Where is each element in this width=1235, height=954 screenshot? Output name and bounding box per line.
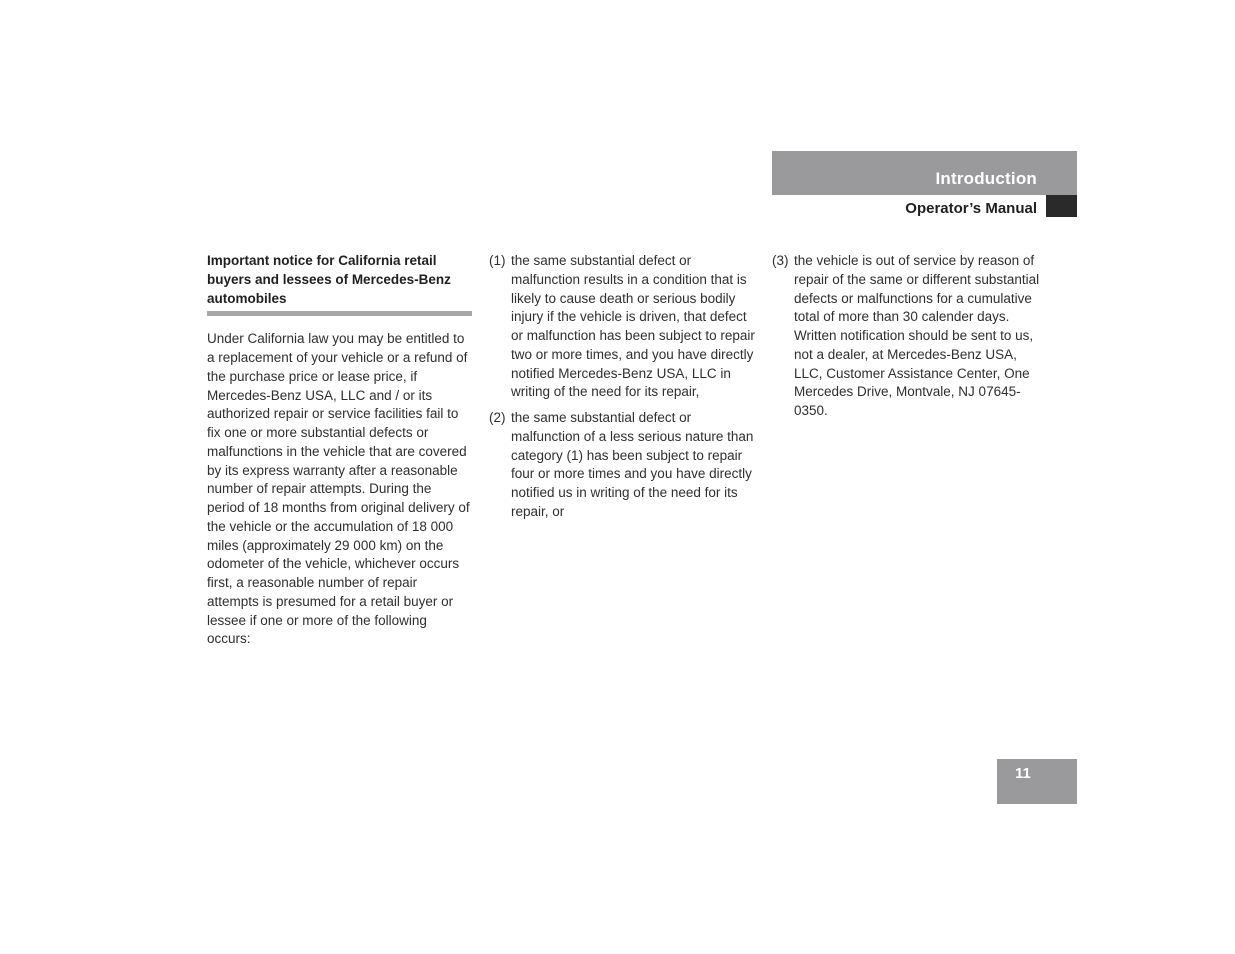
page-number: 11: [1015, 765, 1031, 782]
column-items-1: [489, 252, 759, 529]
column-notice: [207, 252, 472, 649]
section-title: Introduction: [935, 169, 1037, 188]
section-header-bar: [772, 151, 1077, 195]
list-item: [489, 409, 759, 522]
page-number-box: [997, 759, 1077, 804]
column-items-2: [772, 252, 1042, 428]
header-corner-block: [1046, 195, 1077, 217]
list-item: [772, 252, 1042, 421]
heading-rule: [207, 311, 472, 316]
subsection-title: Operator’s Manual: [905, 200, 1037, 217]
item-text: the same substantial defect or malfunction of a less serious nature than category (1) has been subject to repair four or more times and you have directly notified us in writing of the need for its repair, or: [511, 410, 754, 519]
item-number: (3): [772, 253, 789, 268]
item-number: (2): [489, 410, 506, 425]
item-number: (1): [489, 253, 506, 268]
notice-heading: Important notice for California retail buyers and lessees of Mercedes-Benz automobiles: [207, 253, 451, 306]
list-item: [489, 252, 759, 402]
notice-body: Under California law you may be entitled to a replacement of your vehicle or a refund of the purchase price or lease price, if Mercedes-Benz USA, LLC and / or its authorized repair or service facilities fail to fix one or more substantial defects or malfunctions in the vehicle that are covered by its express warranty after a reasonable number of repair attempts. During the period of 18 months from original delivery of the vehicle or the accumulation of 18 000 miles (approximately 29 000 km) on the odometer of the vehicle, whichever occurs first, a reasonable number of repair attempts is presumed for a retail buyer or lessee if one or more of the following occurs:: [207, 331, 470, 647]
item-text: the same substantial defect or malfunction results in a condition that is likely to cause death or serious bodily injury if the vehicle is driven, that defect or malfunction has been subject to repair two or more times, and you have directly notified Mercedes-Benz USA, LLC in writing of the need for its repair,: [511, 253, 755, 400]
item-text: the vehicle is out of service by reason of repair of the same or different substantial defects or malfunctions for a cumulative total of more than 30 calender days. Written notification should be sent to us, not a dealer, at Mercedes-Benz USA, LLC, Customer Assistance Center, One Mercedes Drive, Montvale, NJ 07645-0350.: [794, 253, 1040, 418]
